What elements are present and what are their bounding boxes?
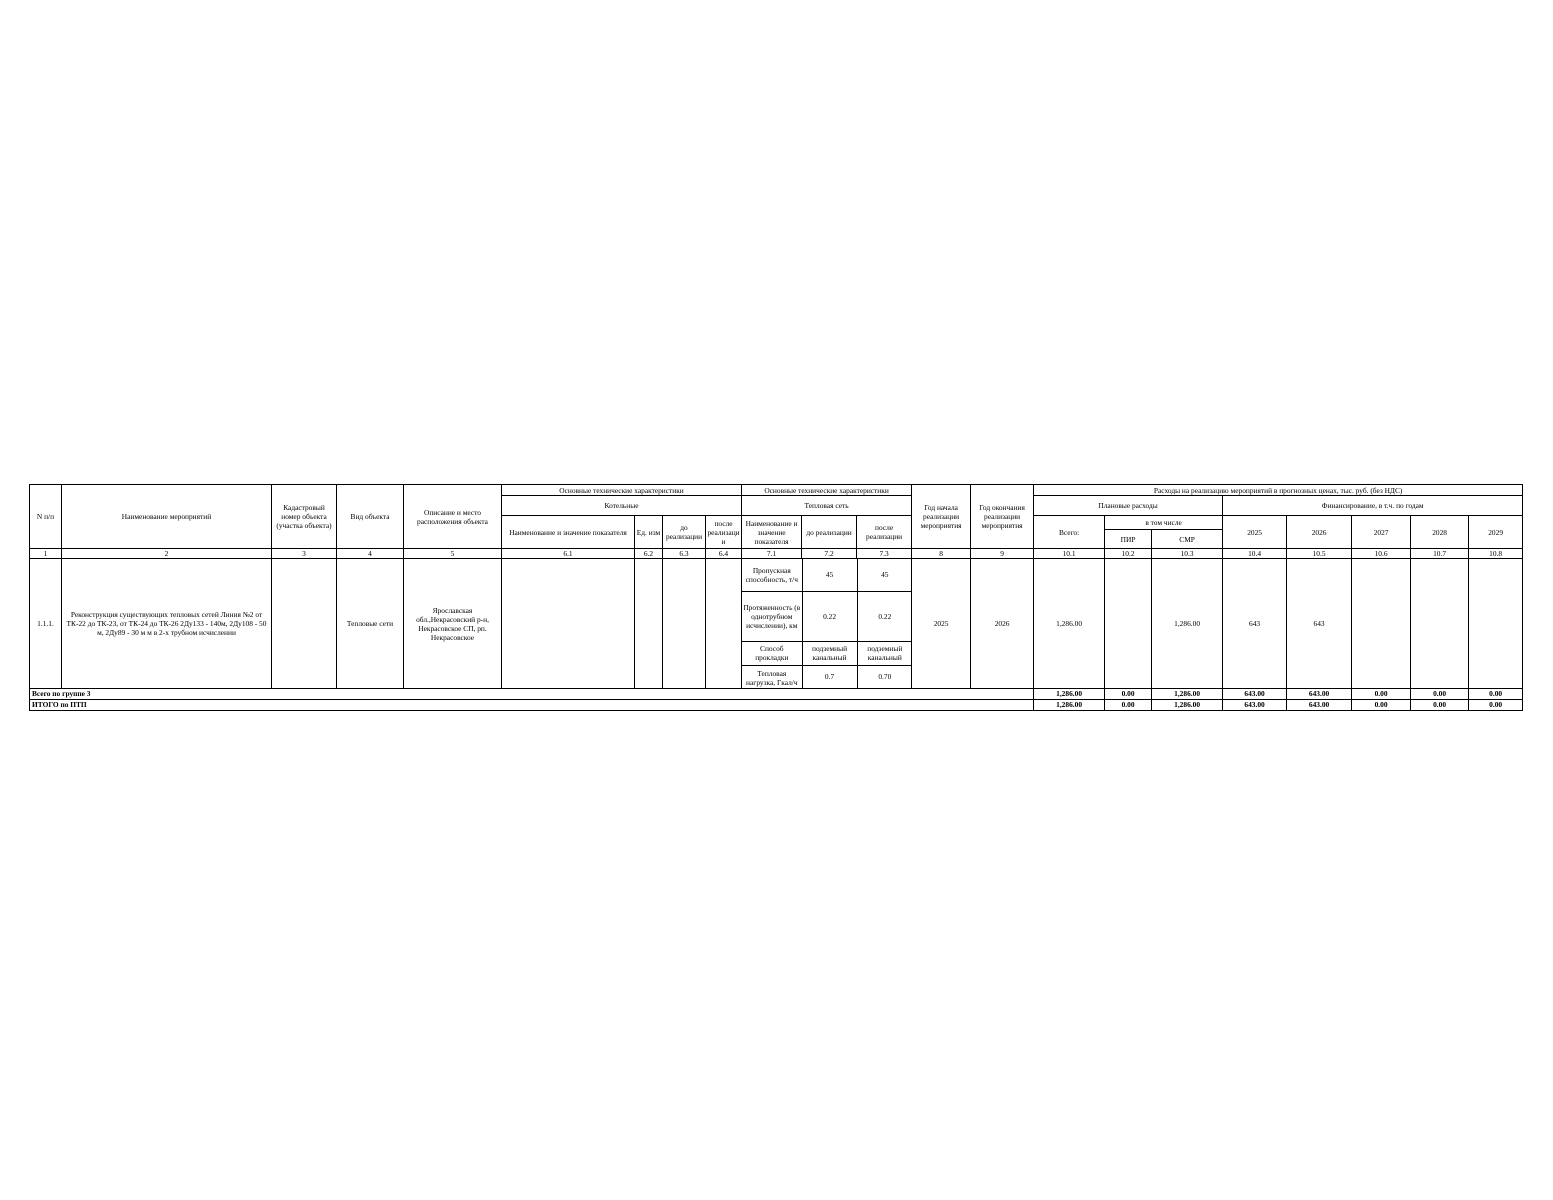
header-boiler-after: после реализации: [706, 516, 742, 549]
grand-total-label: ИТОГО по ПТП: [30, 700, 1034, 711]
total-cell: 643.00: [1287, 689, 1352, 700]
header-net-after: после реализации: [857, 516, 912, 549]
column-number: 10.3: [1152, 549, 1223, 559]
column-number: 10.4: [1223, 549, 1287, 559]
row-boiler-before: [663, 559, 706, 689]
row-year-end: 2026: [971, 559, 1034, 689]
total-cell: 643.00: [1223, 700, 1287, 711]
row-2029: [1469, 559, 1523, 689]
column-number: 6.2: [635, 549, 663, 559]
total-cell: 643.00: [1223, 689, 1287, 700]
total-cell: 0.00: [1469, 689, 1523, 700]
header-net-name: Наименование и значение показателя: [742, 516, 802, 549]
header-boiler-name: Наименование и значение показателя: [502, 516, 635, 549]
header-smr: СМР: [1152, 530, 1223, 549]
column-number: 10.7: [1411, 549, 1469, 559]
table-row: [30, 559, 1523, 689]
param-before: 0.7: [802, 665, 857, 688]
header-year-2028: 2028: [1411, 516, 1469, 549]
total-cell: 0.00: [1411, 689, 1469, 700]
header-financing: Финансирование, в т.ч. по годам: [1223, 496, 1523, 516]
header-year-start: Год начала реализации мероприятия: [912, 485, 971, 549]
column-number-row: [30, 549, 1523, 559]
total-cell: 0.00: [1469, 700, 1523, 711]
row-boiler-name: [502, 559, 635, 689]
param-before: 45: [802, 559, 857, 591]
param-name: Пропускная способность, т/ч: [745, 565, 798, 584]
param-after: 45: [857, 559, 912, 591]
header-total: Всего:: [1034, 516, 1105, 549]
header-including: в том числе: [1105, 516, 1223, 530]
total-cell: 643.00: [1287, 700, 1352, 711]
header-tech-b: Основные технические характеристики: [742, 485, 912, 496]
header-boiler-before: до реализации: [663, 516, 706, 549]
param-after: 0.70: [857, 665, 912, 688]
header-row-1: [30, 485, 1523, 496]
column-number: 8: [912, 549, 971, 559]
row-total: 1,286.00: [1034, 559, 1105, 689]
total-cell: 1,286.00: [1152, 700, 1223, 711]
header-costs: Расходы на реализацию мероприятий в прогнозных ценах, тыс. руб. (без НДС): [1034, 485, 1523, 496]
param-row: [742, 591, 912, 641]
header-year-2025: 2025: [1223, 516, 1287, 549]
row-boiler-unit: [635, 559, 663, 689]
total-cell: 0.00: [1105, 689, 1152, 700]
header-boilers: Котельные: [502, 496, 742, 516]
param-after: 0.22: [857, 591, 912, 641]
column-number: 7.1: [742, 549, 802, 559]
investment-program-table: [29, 484, 1523, 711]
group-total-label: Всего по группе 3: [30, 689, 1034, 700]
column-number: 4: [337, 549, 404, 559]
total-cell: 0.00: [1352, 700, 1411, 711]
param-row: [742, 641, 912, 665]
param-name: Способ прокладки: [742, 641, 802, 665]
param-name: Тепловая нагрузка, Гкал/ч: [742, 665, 802, 688]
total-cell: 0.00: [1352, 689, 1411, 700]
row-2026: 643: [1287, 559, 1352, 689]
row-name: Реконструкция существующих тепловых сетей Линия №2 от ТК-22 до ТК-23, от ТК-24 до ТК-26 2Ду133 - 140м, 2Ду108 - 50 м, 2Ду89 - 30 м м в 2-х трубном исчислении: [62, 559, 272, 689]
row-network-params: [742, 559, 912, 689]
column-number: 1: [30, 549, 62, 559]
param-before: подземный канальный: [802, 641, 857, 665]
column-number: 7.2: [802, 549, 857, 559]
column-number: 3: [272, 549, 337, 559]
row-pir: [1105, 559, 1152, 689]
header-tech-a: Основные технические характеристики: [502, 485, 742, 496]
header-year-2027: 2027: [1352, 516, 1411, 549]
row-number: 1.1.1.: [30, 559, 62, 689]
group-total-row: [30, 689, 1523, 700]
row-type: Тепловые сети: [337, 559, 404, 689]
row-cadastral: [272, 559, 337, 689]
row-2025: 643: [1223, 559, 1287, 689]
header-year-2026: 2026: [1287, 516, 1352, 549]
total-cell: 1,286.00: [1034, 689, 1105, 700]
total-cell: 1,286.00: [1152, 689, 1223, 700]
total-cell: 1,286.00: [1034, 700, 1105, 711]
row-desc: Ярославская обл.,Некрасовский р-н, Некрасовское СП, рп. Некрасовское: [404, 559, 502, 689]
param-row: [742, 665, 912, 688]
column-number: 5: [404, 549, 502, 559]
header-planned: Плановые расходы: [1034, 496, 1223, 516]
header-network: Тепловая сеть: [742, 496, 912, 516]
column-number: 9: [971, 549, 1034, 559]
column-number: 10.6: [1352, 549, 1411, 559]
header-boiler-unit: Ед. изм: [635, 516, 663, 549]
column-number: 10.1: [1034, 549, 1105, 559]
header-year-end: Год окончания реализации мероприятия: [971, 485, 1034, 549]
column-number: 6.3: [663, 549, 706, 559]
grand-total-row: [30, 700, 1523, 711]
param-after: подземный канальный: [857, 641, 912, 665]
header-net-before: до реализации: [802, 516, 857, 549]
header-year-2029: 2029: [1469, 516, 1523, 549]
column-number: 7.3: [857, 549, 912, 559]
column-number: 10.2: [1105, 549, 1152, 559]
param-before: 0.22: [802, 591, 857, 641]
row-2027: [1352, 559, 1411, 689]
row-2028: [1411, 559, 1469, 689]
column-number: 10.5: [1287, 549, 1352, 559]
header-name: Наименование мероприятий: [62, 485, 272, 549]
row-boiler-after: [706, 559, 742, 689]
column-number: 6.1: [502, 549, 635, 559]
network-params-table: [742, 559, 912, 688]
param-name: Протяженность (в однотрубном исчислении), км: [742, 591, 802, 641]
total-cell: 0.00: [1105, 700, 1152, 711]
header-desc: Описание и место расположения объекта: [404, 485, 502, 549]
header-cadastral: Кадастровый номер объекта (участка объекта): [272, 485, 337, 549]
param-row: [742, 559, 912, 591]
total-cell: 0.00: [1411, 700, 1469, 711]
column-number: 10.8: [1469, 549, 1523, 559]
column-number: 2: [62, 549, 272, 559]
row-year-start: 2025: [912, 559, 971, 689]
header-pir: ПИР: [1105, 530, 1152, 549]
header-type: Вид объекта: [337, 485, 404, 549]
header-n: N п/п: [30, 485, 62, 549]
row-smr: 1,286.00: [1152, 559, 1223, 689]
column-number: 6.4: [706, 549, 742, 559]
